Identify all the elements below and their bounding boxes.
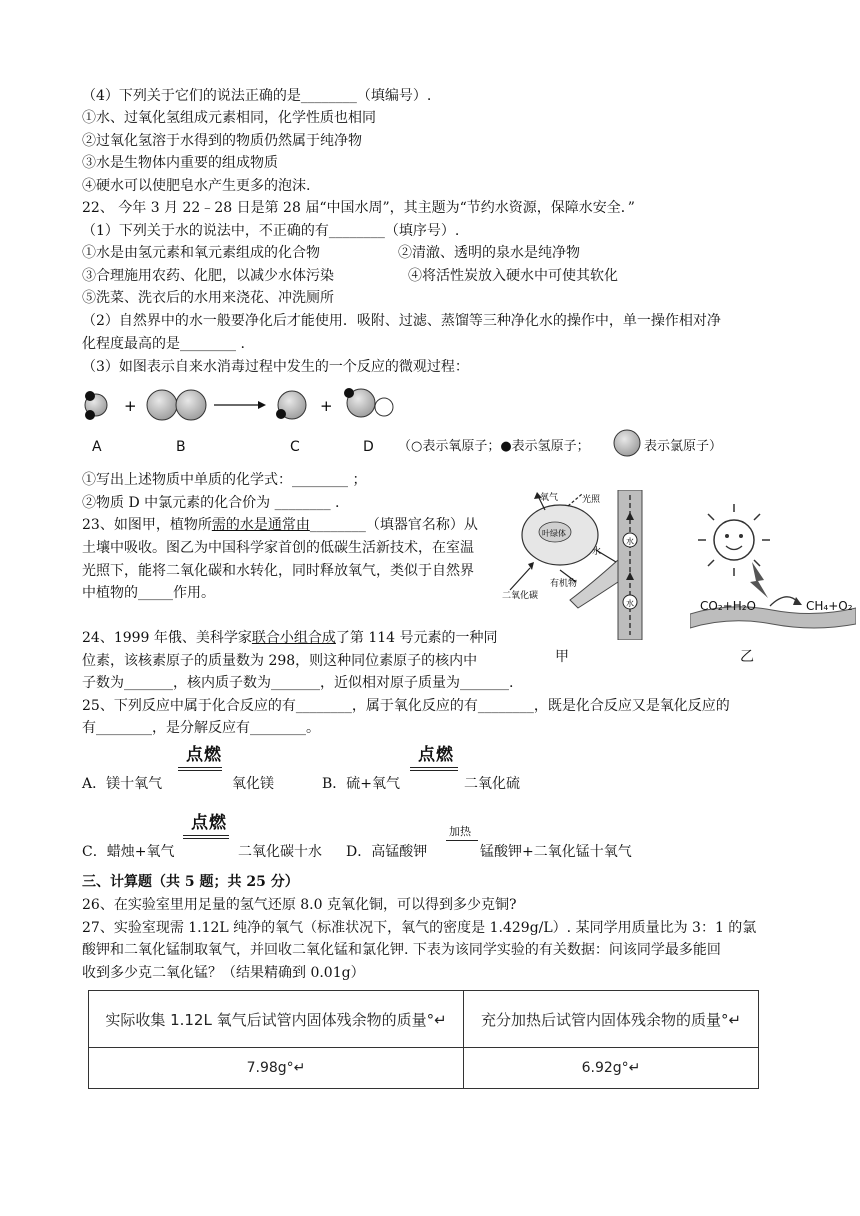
q23-line-1: 23、如图甲，植物所需的水是通常由________（填器官名称）从 bbox=[82, 517, 478, 533]
reaction-d-left: D．高锰酸钾 bbox=[346, 844, 428, 860]
chlorine-legend-icon bbox=[610, 428, 644, 458]
reaction-b-left: B．硫+氧气 bbox=[322, 776, 401, 792]
table-header-row bbox=[89, 991, 759, 1048]
q25-line-2: 有________，是分解反应有________。 bbox=[82, 720, 320, 736]
q22-option-5: ⑤洗菜、洗衣后的水用来浇花、冲洗厕所 bbox=[82, 290, 334, 306]
q24-line-1: 24、1999 年俄、美科学家联合小组合成了第 114 号元素的一种同 bbox=[82, 630, 498, 646]
cond-ignite-a: 点燃 bbox=[186, 745, 222, 765]
q22-part-1: （1）下列关于水的说法中，不正确的有________（填序号）. bbox=[82, 223, 460, 239]
reaction-a-right: 氧化镁 bbox=[232, 776, 274, 792]
table-header-2: 充分加热后试管内固体残余物的质量°↵ bbox=[464, 991, 759, 1048]
light-label: 光照 bbox=[582, 495, 601, 505]
table-value-1: 7.98g°↵ bbox=[89, 1048, 464, 1089]
q23-line-4: 中植物的_____作用。 bbox=[82, 585, 215, 601]
q24-line-3: 子数为_______，核内质子数为_______，近似相对原子质量为_______. bbox=[82, 675, 514, 691]
q24-line-2: 位素，该核素原子的质量数为 298，则这种同位素原子的核内中 bbox=[82, 653, 478, 669]
table-header-1: 实际收集 1.12L 氧气后试管内固体残余物的质量°↵ bbox=[89, 991, 464, 1048]
q23-line-3: 光照下，能将二氧化碳和水转化，同时释放氧气，类似于自然界 bbox=[82, 563, 474, 579]
molecule-b-chlorine bbox=[147, 390, 206, 420]
q27-line-2: 酸钾和二氧化锰制取氧气，并回收二氧化锰和氯化钾. 下表为该同学实验的有关数据：问该同学最多能回 bbox=[82, 942, 721, 958]
chloroplast-label: 叶绿体 bbox=[542, 529, 566, 538]
table-row bbox=[89, 1048, 759, 1089]
oxygen-label: 氧气 bbox=[540, 493, 559, 503]
molecule-a-water bbox=[85, 391, 107, 420]
co2-label: 二氧化碳 bbox=[502, 591, 539, 601]
q21-4-option-2: ②过氧化氢溶于水得到的物质仍然属于纯净物 bbox=[82, 133, 362, 149]
q21-4-option-4: ④硬水可以使肥皂水产生更多的泡沫. bbox=[82, 178, 311, 194]
label-a: A bbox=[92, 439, 102, 455]
q22-sub-2: ②物质 D 中氯元素的化合价为 ________ . bbox=[82, 495, 340, 511]
figure-a-caption: 甲 bbox=[555, 649, 569, 665]
reaction-b-right: 二氧化硫 bbox=[464, 776, 520, 792]
reaction-a-left: A．镁十氧气 bbox=[82, 776, 163, 792]
q21-4-option-3: ③水是生物体内重要的组成物质 bbox=[82, 155, 278, 171]
tube-water-label-1: 水 bbox=[626, 537, 634, 546]
q21-4-stem: （4）下列关于它们的说法正确的是________（填编号）. bbox=[82, 88, 432, 104]
q22-title: 22、 今年 3 月 22﹣28 日是第 28 届“中国水周”，其主题为“节约水资源，保障水安全．” bbox=[82, 200, 635, 216]
q22-option-3: ③合理施用农药、化肥，以减少水体污染 bbox=[82, 268, 334, 284]
reaction-c-left: C．蜡烛+氧气 bbox=[82, 844, 175, 860]
legend-text-b: 表示氯原子） bbox=[644, 439, 723, 454]
q22-part-2-line-2: 化程度最高的是________ . bbox=[82, 336, 245, 352]
cond-heat-d: 加热 bbox=[449, 825, 471, 838]
label-b: B bbox=[176, 439, 186, 455]
plus-sign-2: + bbox=[320, 397, 333, 415]
q22-option-1: ①水是由氢元素和氧元素组成的化合物 bbox=[82, 245, 320, 261]
reaction-diagram bbox=[76, 385, 416, 435]
q22-part-3: （3）如图表示自来水消毒过程中发生的一个反应的微观过程： bbox=[82, 359, 469, 375]
table-value-2: 6.92g°↵ bbox=[464, 1048, 759, 1089]
q27-line-1: 27、实验室现需 1.12L 纯净的氧气（标准状况下，氧气的密度是 1.429g/L）. 某同学用质量比为 3：1 的氯 bbox=[82, 920, 757, 936]
q23-line-2: 土壤中吸收。图乙为中国科学家首创的低碳生活新技术，在室温 bbox=[82, 540, 474, 556]
label-c: C bbox=[290, 439, 300, 455]
organic-label: 有机物 bbox=[550, 579, 578, 589]
q26-text: 26、在实验室里用足量的氢气还原 8.0 克氧化铜，可以得到多少克铜? bbox=[82, 897, 517, 913]
q22-part-2-line-1: （2）自然界中的水一般要净化后才能使用．吸附、过滤、蒸馏等三种净化水的操作中，单一操作相对净 bbox=[82, 313, 721, 329]
q22-option-4: ④将活性炭放入硬水中可使其软化 bbox=[408, 268, 618, 284]
molecule-d-hclo bbox=[344, 388, 393, 417]
q21-4-option-1: ①水、过氧化氢组成元素相同，化学性质也相同 bbox=[82, 110, 376, 126]
figure-b-left: CO₂+H₂O bbox=[700, 599, 756, 613]
data-table bbox=[88, 990, 759, 1089]
leaf-water-label: 水 bbox=[592, 547, 602, 557]
plus-sign-1: + bbox=[124, 397, 137, 415]
figure-b-caption: 乙 bbox=[740, 649, 754, 665]
section-3-heading: 三、计算题（共 5 题；共 25 分） bbox=[82, 874, 299, 890]
tube-water-label-2: 水 bbox=[626, 599, 634, 608]
q22-sub-1: ①写出上述物质中单质的化学式：________ ； bbox=[82, 472, 367, 488]
q27-line-3: 收到多少克二氧化锰？（结果精确到 0.01g） bbox=[82, 965, 365, 981]
legend-text-a: （○表示氧原子；●表示氢原子； bbox=[398, 439, 590, 454]
q25-line-1: 25、下列反应中属于化合反应的有________，属于氧化反应的有________，既是化合反应又是氧化反应的 bbox=[82, 698, 730, 714]
reaction-c-right: 二氧化碳十水 bbox=[238, 844, 322, 860]
q22-option-2: ②清澈、透明的泉水是纯净物 bbox=[398, 245, 580, 261]
cond-ignite-b: 点燃 bbox=[418, 745, 454, 765]
lightning-icon bbox=[750, 562, 768, 598]
reaction-d-right: 锰酸钾+二氧化锰十氧气 bbox=[480, 844, 632, 860]
reaction-arrow bbox=[214, 401, 266, 409]
sun-icon bbox=[698, 504, 770, 576]
figure-b-right: CH₄+O₂ bbox=[806, 599, 853, 613]
figure-plant-leaf bbox=[500, 490, 670, 640]
label-d: D bbox=[363, 439, 374, 455]
molecule-c-hcl bbox=[276, 391, 306, 419]
cond-ignite-c: 点燃 bbox=[191, 813, 227, 833]
